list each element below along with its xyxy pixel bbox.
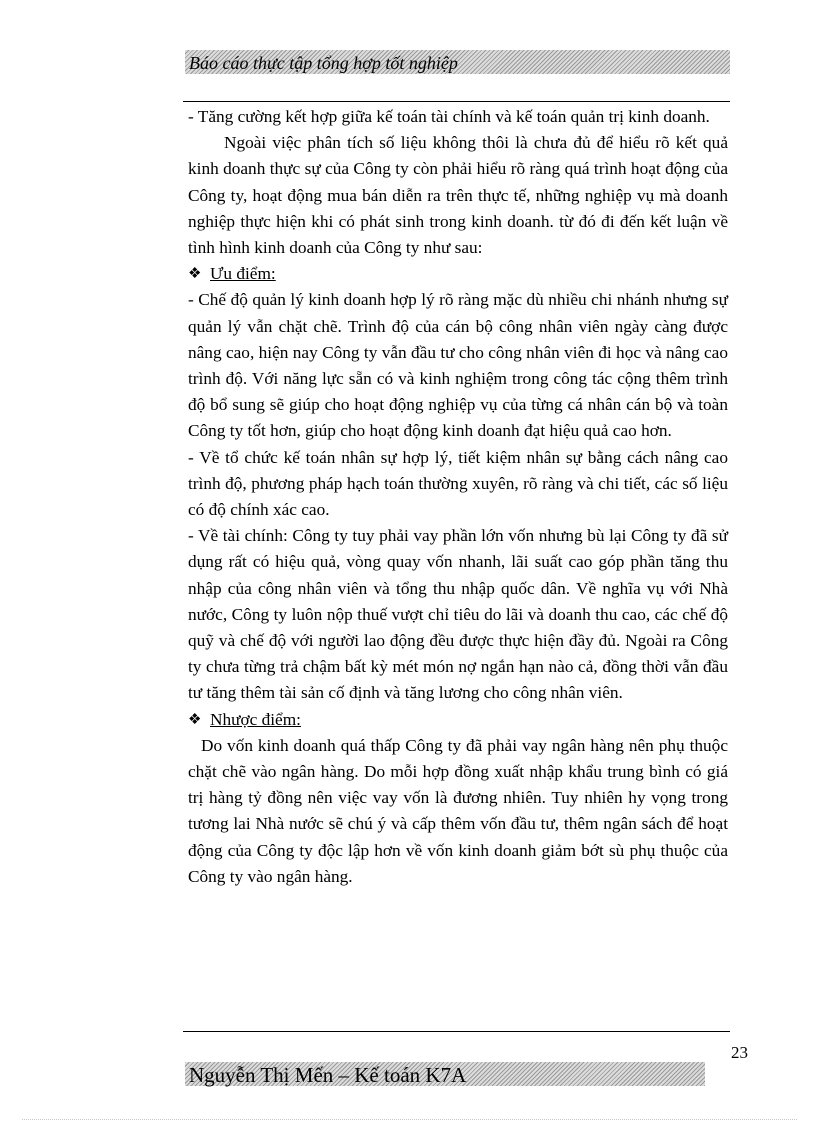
heading-weaknesses xyxy=(188,707,728,733)
heading-strengths xyxy=(188,261,728,287)
paragraph-capital: Do vốn kinh doanh quá thấp Công ty đã phải vay ngân hàng nên phụ thuộc chặt chẽ vào ngân hàng. Do mỗi hợp đồng xuất nhập khẩu trung bình có giá trị hàng tỷ đồng nên việc vay vốn là đương nhiên. Tuy nhiên hy vọng trong tương lai Nhà nước sẽ chú ý và cấp thêm vốn đầu tư, thêm ngân sách để hoạt động của Công ty độc lập hơn về vốn kinh doanh giảm bớt sù phụ thuộc của Công ty vào ngân hàng. xyxy=(188,735,728,886)
paragraph-organization: - Về tổ chức kế toán nhân sự hợp lý, tiết kiệm nhân sự bằng cách nâng cao trình độ, phương pháp hạch toán thường xuyên, rõ ràng và chi tiết, các số liệu có độ chính xác cao. xyxy=(188,447,728,520)
page-bottom-border xyxy=(22,1119,797,1120)
diamond-bullet-icon: ❖ xyxy=(188,266,202,283)
footer-rule xyxy=(183,1031,730,1032)
footer-band xyxy=(185,1062,705,1086)
header-rule xyxy=(183,101,730,102)
paragraph-accounting: - Tăng cường kết hợp giữa kế toán tài chính và kế toán quản trị kinh doanh. xyxy=(188,107,710,126)
header-band xyxy=(185,50,730,74)
diamond-bullet-icon: ❖ xyxy=(188,711,202,728)
page-number: 23 xyxy=(731,1043,748,1062)
paragraph-finance: - Về tài chính: Công ty tuy phải vay phần lớn vốn nhưng bù lại Công ty đã sử dụng rất có hiệu quả, vòng quay vốn nhanh, lãi suất cao góp phần tăng thu nhập của công nhân viên và tổng thu nhập quốc dân. Về nghĩa vụ với Nhà nước, Công ty luôn nộp thuế vượt chỉ tiêu do lãi và doanh thu cao, các chế độ quỹ và chế độ với người lao động đều được thực hiện đầy đủ. Ngoài ra Công ty chưa từng trả chậm bất kỳ mét món nợ ngắn hạn nào cả, đồng thời vẫn đầu tư tăng thêm tài sản cố định và tăng lương cho công nhân viên. xyxy=(188,526,728,703)
footer-author: Nguyễn Thị Mến – Kế toán K7A xyxy=(189,1063,467,1087)
header-title: Báo cáo thực tập tổng hợp tốt nghiệp xyxy=(189,53,458,73)
paragraph-intro: Ngoài việc phân tích số liệu không thôi là chưa đủ để hiểu rõ kết quả kinh doanh thực sự của Công ty còn phải hiểu rõ ràng quá trình hoạt động của Công ty, hoạt động mua bán diễn ra trên thực tế, những nghiệp vụ mà doanh nghiệp thực hiện khi có phát sinh trong kinh doanh. từ đó đi đến kết luận về tình hình kinh doanh của Công ty như sau: xyxy=(188,133,728,258)
heading-strengths-label: Ưu điểm: xyxy=(210,264,276,284)
paragraph-management: - Chế độ quản lý kinh doanh hợp lý rõ ràng mặc dù nhiều chi nhánh nhưng sự quản lý vẫn chặt chẽ. Trình độ của cán bộ công nhân viên ngày càng được nâng cao, hiện nay Công ty vẫn đầu tư cho công nhân viên đi học và nâng cao trình độ. Với năng lực sẵn có và kinh nghiệm trong công tác cộng thêm trình độ bổ sung sẽ giúp cho hoạt động nghiệp vụ của từng cá nhân cán bộ và toàn Công ty tốt hơn, giúp cho hoạt động kinh doanh đạt hiệu quả cao hơn. xyxy=(188,290,728,441)
heading-weaknesses-label: Nhược điểm: xyxy=(210,709,301,729)
page-body xyxy=(188,104,728,890)
